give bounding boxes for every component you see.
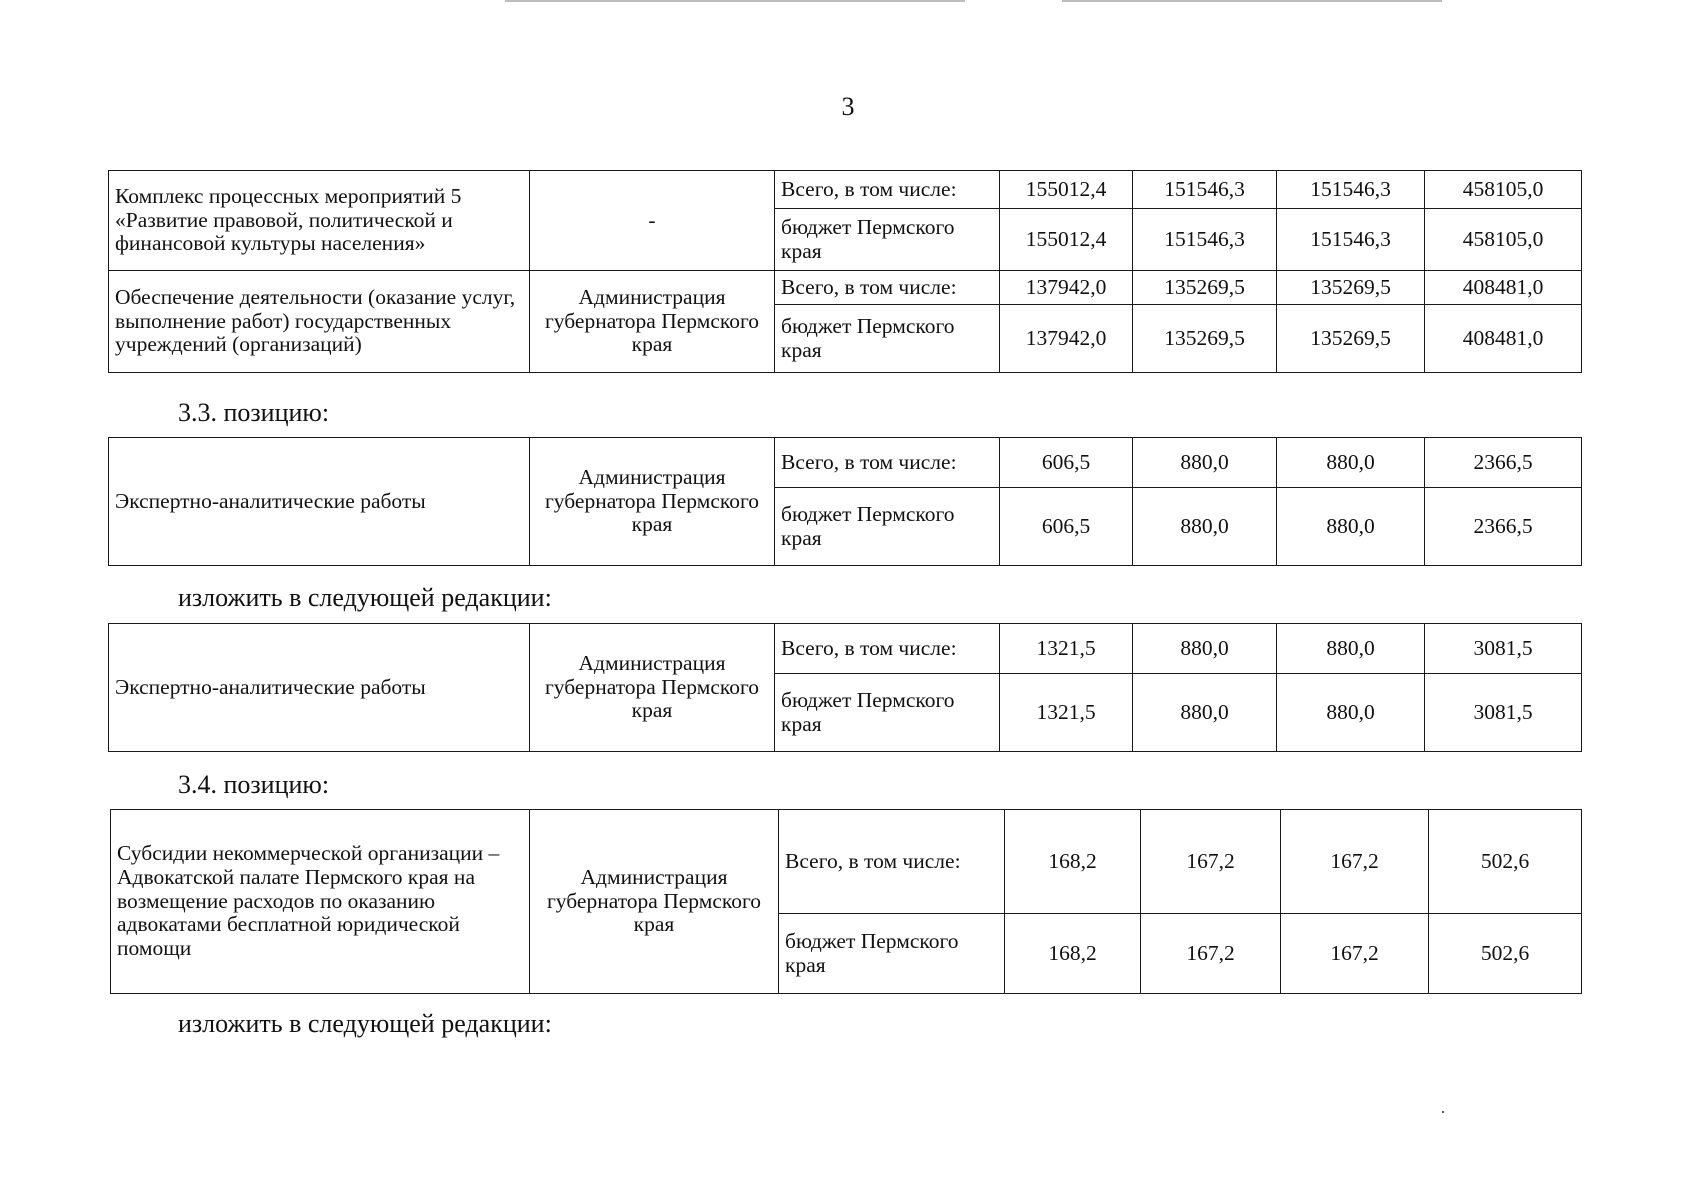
- value-cell: 167,2: [1141, 914, 1281, 994]
- administrator-cell: Администрация губернатора Пермского края: [530, 624, 775, 752]
- value-cell: 151546,3: [1277, 209, 1425, 271]
- administrator-cell: -: [530, 171, 775, 271]
- value-cell: 167,2: [1141, 810, 1281, 914]
- funding-source-cell: бюджет Пермского края: [775, 209, 1000, 271]
- funding-source-cell: бюджет Пермского края: [779, 914, 1005, 994]
- value-cell: 168,2: [1005, 914, 1141, 994]
- value-cell: 155012,4: [1000, 171, 1133, 209]
- total-value-cell: 3081,5: [1425, 674, 1582, 752]
- value-cell: 137942,0: [1000, 271, 1133, 305]
- value-cell: 606,5: [1000, 438, 1133, 488]
- value-cell: 135269,5: [1133, 305, 1277, 373]
- value-cell: 606,5: [1000, 488, 1133, 566]
- funding-source-cell: Всего, в том числе:: [779, 810, 1005, 914]
- total-value-cell: 458105,0: [1425, 209, 1582, 271]
- table-row: [109, 271, 1582, 305]
- value-cell: 1321,5: [1000, 674, 1133, 752]
- funding-source-cell: Всего, в том числе:: [775, 624, 1000, 674]
- value-cell: 880,0: [1277, 674, 1425, 752]
- budget-table-4: [110, 809, 1582, 994]
- funding-source-cell: бюджет Пермского края: [775, 305, 1000, 373]
- activity-name-cell: Экспертно-аналитические работы: [109, 438, 530, 566]
- table-row: [109, 171, 1582, 209]
- value-cell: 880,0: [1133, 488, 1277, 566]
- total-value-cell: 408481,0: [1425, 271, 1582, 305]
- value-cell: 167,2: [1281, 914, 1429, 994]
- value-cell: 137942,0: [1000, 305, 1133, 373]
- activity-name-cell: Экспертно-аналитические работы: [109, 624, 530, 752]
- page-number: 3: [841, 92, 855, 121]
- activity-name-cell: Обеспечение деятельности (оказание услуг, выполнение работ) государственных учреждений (организаций): [109, 271, 530, 373]
- value-cell: 135269,5: [1277, 305, 1425, 373]
- value-cell: 880,0: [1133, 438, 1277, 488]
- funding-source-cell: бюджет Пермского края: [775, 488, 1000, 566]
- value-cell: 151546,3: [1133, 209, 1277, 271]
- administrator-cell: Администрация губернатора Пермского края: [530, 438, 775, 566]
- value-cell: 880,0: [1133, 624, 1277, 674]
- table-row: [111, 810, 1582, 914]
- total-value-cell: 458105,0: [1425, 171, 1582, 209]
- paragraph-3-4: 3.4. позицию:: [178, 770, 330, 799]
- administrator-cell: Администрация губернатора Пермского края: [530, 271, 775, 373]
- scan-speck: [1442, 1111, 1444, 1113]
- value-cell: 135269,5: [1133, 271, 1277, 305]
- value-cell: 167,2: [1281, 810, 1429, 914]
- funding-source-cell: Всего, в том числе:: [775, 271, 1000, 305]
- total-value-cell: 2366,5: [1425, 438, 1582, 488]
- funding-source-cell: Всего, в том числе:: [775, 171, 1000, 209]
- value-cell: 880,0: [1277, 488, 1425, 566]
- budget-table-1: [108, 170, 1582, 373]
- total-value-cell: 408481,0: [1425, 305, 1582, 373]
- total-value-cell: 3081,5: [1425, 624, 1582, 674]
- funding-source-cell: бюджет Пермского края: [775, 674, 1000, 752]
- value-cell: 151546,3: [1277, 171, 1425, 209]
- paragraph-3-3: 3.3. позицию:: [178, 398, 330, 427]
- budget-table-2: [108, 437, 1582, 566]
- value-cell: 155012,4: [1000, 209, 1133, 271]
- total-value-cell: 502,6: [1429, 914, 1582, 994]
- paragraph-edit-2: изложить в следующей редакции:: [178, 1009, 552, 1038]
- budget-table-3: [108, 623, 1582, 752]
- value-cell: 880,0: [1277, 624, 1425, 674]
- funding-source-cell: Всего, в том числе:: [775, 438, 1000, 488]
- value-cell: 880,0: [1133, 674, 1277, 752]
- scan-edge-line-left: [505, 0, 965, 2]
- scan-edge-line-right: [1062, 0, 1442, 2]
- paragraph-edit-1: изложить в следующей редакции:: [178, 583, 552, 612]
- value-cell: 151546,3: [1133, 171, 1277, 209]
- administrator-cell: Администрация губернатора Пермского края: [530, 810, 779, 994]
- value-cell: 135269,5: [1277, 271, 1425, 305]
- value-cell: 168,2: [1005, 810, 1141, 914]
- activity-name-cell: Субсидии некоммерческой организации – Адвокатской палате Пермского края на возмещение расходов по оказанию адвокатами бесплатной юридической помощи: [111, 810, 530, 994]
- table-row: [109, 438, 1582, 488]
- total-value-cell: 502,6: [1429, 810, 1582, 914]
- value-cell: 1321,5: [1000, 624, 1133, 674]
- activity-name-cell: Комплекс процессных мероприятий 5 «Развитие правовой, политической и финансовой культуры населения»: [109, 171, 530, 271]
- table-row: [109, 624, 1582, 674]
- value-cell: 880,0: [1277, 438, 1425, 488]
- total-value-cell: 2366,5: [1425, 488, 1582, 566]
